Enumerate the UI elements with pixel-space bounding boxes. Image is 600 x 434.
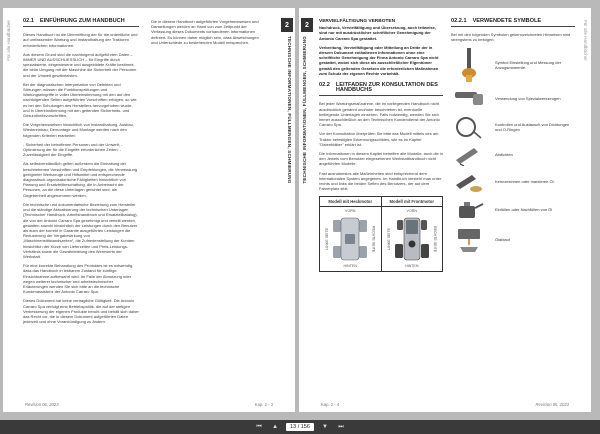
paragraph: Bei jeder Wartungsmaßnahme, die im vorliegenden Handbuch nicht ausdrücklich genannt und/oder beschrieben ist, eventuelle beiliegende Unterlagen einsehen. Falls notwendig, wenden Sie sich immer ausschließlich an den Technischen Kundendienst der Antonio Carraro Spa. bbox=[319, 101, 440, 128]
symbol-row bbox=[451, 227, 575, 253]
pane-title: Modell mit Heckmotor bbox=[320, 197, 381, 206]
right-column-2 bbox=[451, 19, 575, 258]
left-column-2 bbox=[151, 19, 263, 49]
paragraph: Die Vorgehensweisen hinsichtlich von Instandhaltung, Ausbau, Wiedereinbau, Demontage und Montage werden nach den folgenden Kriterien erarbeitet: bbox=[23, 122, 134, 138]
paragraph: Dieses Dokument hat keine vertragliche Gültigkeit. Die Antonio Carraro Spa verfolgt eine Betriebspolitik, die auf der stetigen Verbesserung der eigenen Produkte beruht und behält sich daher das Recht vor, die in diesem Dokument aufgeführten Daten jederzeit und ohne Vorankündigung zu ändern. bbox=[23, 298, 139, 325]
viewer-toolbar bbox=[0, 420, 600, 434]
symbol-row bbox=[451, 88, 575, 110]
direction-front: VORN bbox=[406, 208, 417, 213]
paragraph: - Sicherheit der betroffenen Personen und der Umwelt; - Optimierung der für die Eingriffe erforderlichen Zeiten; - Zuverlässigkeit der Eingriffe. bbox=[23, 141, 123, 158]
oil-drain-icon bbox=[451, 227, 487, 253]
section-heading bbox=[319, 83, 443, 96]
symbol-label: Ölablauf bbox=[495, 237, 510, 243]
symbol-label: Einfüllen oder Nachfüllen von Öl bbox=[495, 207, 553, 213]
chapter-tab: 2 bbox=[281, 18, 293, 32]
symbol-row bbox=[451, 144, 575, 166]
symbol-row bbox=[451, 171, 575, 193]
footer-page-number: Kap. 2 - 3 bbox=[254, 402, 273, 407]
oil-can-icon bbox=[451, 198, 487, 222]
special-tool-icon bbox=[451, 89, 487, 109]
chapter-tab: 2 bbox=[301, 18, 313, 32]
symbol-label: Symbol Einstellung und Messung der Anzugsmomente. bbox=[495, 59, 562, 70]
section-title: VERWENDETE SYMBOLE bbox=[472, 18, 542, 24]
chevron-up-icon[interactable]: ▲ bbox=[272, 424, 279, 430]
o-ring-icon bbox=[451, 115, 487, 139]
section-heading bbox=[23, 19, 139, 27]
paragraph: Vor der Konsultation überprüfen Sie bitte das Modell mittels des am Traktor befestigten Erkennungsschildes, wie es im Kapitel "Datenblätter" erklärt ist. bbox=[319, 131, 439, 147]
marking-icon bbox=[451, 171, 487, 193]
direction-front: VORN bbox=[345, 208, 356, 213]
tractor-top-view bbox=[333, 216, 367, 262]
pane-title: Modell mit Frontmotor bbox=[382, 197, 443, 206]
paragraph: Nachdruck, Vervielfältigung und Übersetzung, auch teilweise, sind nur mit ausdrücklicher schriftlicher Genehmigung der Antonio Carraro Spa gestattet. bbox=[319, 25, 436, 41]
front-engine-pane bbox=[381, 197, 443, 271]
footer-page-number: Kap. 2 - 4 bbox=[321, 402, 340, 407]
skip-forward-icon[interactable]: ⏭ bbox=[338, 423, 344, 430]
section-heading bbox=[451, 19, 575, 27]
page-indicator[interactable]: 13 / 156 bbox=[286, 423, 314, 431]
symbol-label: Abdichten bbox=[495, 152, 513, 158]
left-column-1 bbox=[23, 19, 139, 328]
skip-back-icon[interactable]: ⏮ bbox=[256, 423, 262, 430]
symbol-row bbox=[451, 115, 575, 139]
right-side-label: RECHTE SEITE bbox=[432, 225, 437, 252]
direction-rear: HINTEN bbox=[405, 263, 419, 268]
symbol-label: Kennzeichnen oder markieren Öl. bbox=[495, 179, 555, 185]
symbol-row bbox=[451, 198, 575, 222]
chevron-down-icon[interactable]: ▼ bbox=[321, 424, 328, 430]
torque-wrench-icon bbox=[451, 47, 487, 83]
symbol-label: Verwendung von Spezialwerkzeugen bbox=[495, 96, 561, 102]
paragraph: Die in diesem Handbuch aufgeführten Vorgehensweisen und Darstellungen werden an Hand von zum Zeitpunkt der Verfassung dieses Dokuments vorhandenen Informationen definiert. Es können daher möglich sein, dass Abweichungen und Unterschiede zu bestehenden Modell entsprechen. bbox=[151, 19, 259, 45]
direction-rear: HINTEN bbox=[343, 263, 357, 268]
paragraph: Bei der diagnostischen Interpretation von Defekten und Störungen müssen die Funktionsprüfungen und Wartungseingriffe in voller Übereinstimmung mit den auf den nachfolgenden Seiten aufgeführten Vorschriften erfolgen, so wie es bei den Schulungen des Herstellers hervorgehoben wurde, und in Übereinstimmung mit den geltenden Sicherheits- und Gesundheitsvorschriften. bbox=[23, 81, 137, 119]
paragraph: Verbreitung, Vervielfältigung oder Mitteilung an Dritte der in diesem Dokument enthaltenen Informationen ohne eine schriftliche Genehmigung der Firma Antonio Carraro Spa nicht gestattet, wobei sich diese als ausschließlicher Eigentümer gemäß den geltenden Gesetzen die erforderlichen Maßnahmen zum Schutz der eigenen Rechte vorbehält. bbox=[319, 44, 439, 76]
copyright-heading: VERVIELFÄLTIGUNG VERBOTEN bbox=[319, 19, 396, 24]
right-column-1 bbox=[319, 19, 443, 272]
left-side-label: LINKE SEITE bbox=[386, 228, 391, 250]
section-title: EINFÜHRUNG ZUM HANDBUCH bbox=[39, 18, 125, 24]
paragraph: Die Informationen in diesem Kapitel betreffen alle Modelle, auch die in den Jewels vom Benutzer eingesehenen Werkstatthandbuch nicht angeführten Modelle. bbox=[319, 151, 443, 167]
footer-revision: Revision 06, 2023 bbox=[25, 402, 59, 407]
left-page bbox=[3, 8, 295, 412]
paragraph: Für eine korrekte Behandlung des Produktes ist es notwendig, dass das Handbuch in lesbarem Zustand für künftige Einsichtnahme aufbewahrt wird. Im Falle der Abnutzung oder wegen weiterer technischer und arbeitstechnischer Erläuterungen wenden Sie sich bitte an die technische Kundenassistenz der Antonio Carraro Spa. bbox=[23, 263, 134, 295]
paragraph: Die technische und dokumentarische Beziehung zum Hersteller und die ständige Aktualisierung der technischen Unterlagen (Technischer Handbuch, Arbeitshandbuch und Ersatzteilkatalog), die von der Antonio Carraro Spa genehmigt und verteilt werden, gestatten sowohl hinsichtlich der Leistungen durch den Benutzer als auch der korrekt in Garantie ausgeführten Leistungen die Reduzierung der Vergabewirkung von „Maschinenstillstandszeiten“, die Zufriedenstellung der Kunden hinsichtlich der Kürze von Lieferzeiten und Preis-Leistungs-Verhältnis sowie die Gewährleistung des Wehrwerts der Werkstatt. bbox=[23, 201, 138, 259]
tractor-top-view bbox=[395, 216, 429, 262]
section-title: LEITFADEN ZUR KONSULTATION DES HANDBUCHS bbox=[335, 82, 438, 94]
side-label: Für alle Handbücher bbox=[583, 20, 588, 61]
footer-revision: Revision 06, 2023 bbox=[535, 402, 569, 407]
symbol-row bbox=[451, 47, 575, 83]
symbol-label: Kontrollen und Austausch von Dichtungen und O-Ringen bbox=[495, 121, 570, 132]
rear-engine-pane bbox=[320, 197, 381, 271]
paragraph: Bei mit den folgenden Symbolen gekennzeichneten Hinweisen sind strengstens zu befolgen: bbox=[451, 32, 571, 43]
right-page bbox=[299, 8, 591, 412]
sealant-icon bbox=[451, 144, 487, 166]
paragraph: Als selbstverständlich gelten außerdem die Einhaltung der beschriebenen Vorschriften und Empfehlungen, die Verwendung geeigneter Werkzeuge und Hilfsmittel und entsprechende diagnostisch-organisatorische Fähigkeiten hinsichtlich von Planung und Ersatzteilbeschaffung, die in Anbetracht der Personen, an die diese Unterlagen gerichtet sind, als Gegebenheit angenommen werden. bbox=[23, 161, 138, 198]
paragraph: Aus diesem Grund sind die nachfolgend aufgeführten Daten – IMMER UND AUSSCHLIESSLICH – für Eingriffe durch spezialisierte, eingewiesene und ausgebildete Kräfte bestimmt, die beim Umgang mit der Maschine die Sicherheit der Personen und der Umwelt gewährleisten. bbox=[23, 51, 137, 78]
left-side-label: LINKE SEITE bbox=[325, 228, 330, 250]
section-number: 02.2.1 bbox=[451, 18, 467, 24]
paragraph: Fast ausnahmslos alle Maßeinheiten sind entsprechend dem internationalen System angegeben. Im Handbuch versteht man unter rechts und links die beiden Seiten des Benutzers, der auf dem Fahrerplatz sitzt. bbox=[319, 170, 442, 192]
section-number: 02.1 bbox=[23, 18, 34, 24]
paragraph: Dieses Handbuch ist die Übermittlung der für die ordentliche und auf umfassender Wartung und Instandhaltung der Traktoren erforderlichen Informationen. bbox=[23, 32, 138, 48]
chapter-side-title: TECHNISCHE INFORMATIONEN, FÜLLMENGEN, SCHMIERUNG bbox=[302, 36, 307, 184]
right-side-label: RECHTE SEITE bbox=[371, 225, 376, 252]
side-label: Für alle Handbücher bbox=[6, 20, 11, 61]
section-number: 02.2 bbox=[319, 82, 330, 89]
chapter-side-title: TECHNISCHE INFORMATIONEN, FÜLLMENGEN, SCHMIERUNG bbox=[287, 36, 292, 184]
tractor-orientation-diagram bbox=[319, 196, 443, 272]
